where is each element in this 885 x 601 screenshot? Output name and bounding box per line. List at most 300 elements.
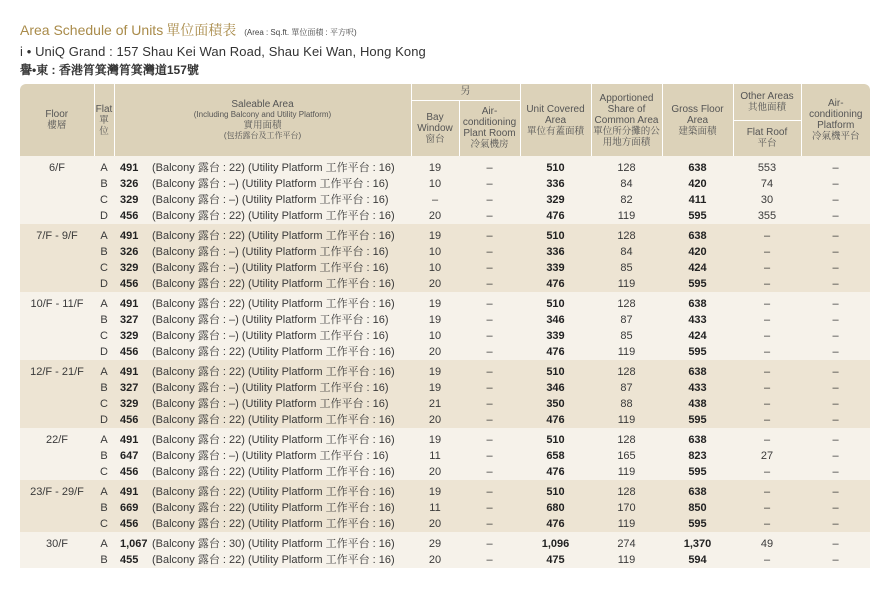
apportioned-share-cell: 119 (591, 516, 662, 532)
flat-roof-cell: – (733, 344, 801, 360)
col-gfa-zh: 建築面積 (678, 125, 717, 137)
apportioned-share-cell: 274 (591, 532, 662, 552)
saleable-area-cell (114, 276, 411, 292)
saleable-area-cell (114, 224, 411, 244)
unit-covered-area-cell: 476 (520, 412, 591, 428)
gross-floor-area-cell: 411 (662, 192, 733, 208)
apportioned-share-cell: 119 (591, 464, 662, 480)
flat-cell: A (94, 360, 114, 380)
bay-window-cell: 20 (411, 412, 459, 428)
flat-roof-cell: – (733, 312, 801, 328)
ac-plant-room-cell: – (459, 412, 520, 428)
flat-cell: A (94, 428, 114, 448)
saleable-area-cell (114, 328, 411, 344)
flat-cell: B (94, 500, 114, 516)
bay-window-cell: 19 (411, 480, 459, 500)
ac-plant-room-cell: – (459, 328, 520, 344)
saleable-area-detail: (Balcony 露台 : 22) (Utility Platform 工作平台 : 16) (152, 162, 395, 174)
bay-window-cell: 19 (411, 380, 459, 396)
gross-floor-area-cell: 420 (662, 244, 733, 260)
flat-cell: D (94, 344, 114, 360)
unit-covered-area-cell: 510 (520, 428, 591, 448)
saleable-area-value: 456 (120, 346, 139, 358)
ac-plant-room-cell: – (459, 244, 520, 260)
flat-cell: D (94, 208, 114, 224)
col-saleable-sub-zh: (包括露台及工作平台) (223, 131, 302, 140)
col-flat-roof (733, 120, 801, 156)
saleable-area-value: 491 (120, 230, 139, 242)
table-row (20, 380, 870, 396)
flat-roof-cell: 27 (733, 448, 801, 464)
address-zh: 譽•東 : 香港筲箕灣筲箕灣道157號 (20, 63, 199, 77)
ac-plant-room-cell: – (459, 532, 520, 552)
saleable-area-detail: (Balcony 露台 : –) (Utility Platform 工作平台 : 16) (152, 262, 389, 274)
ac-plant-room-cell: – (459, 516, 520, 532)
col-gross-floor-area (662, 84, 733, 156)
saleable-area-detail: (Balcony 露台 : 22) (Utility Platform 工作平台 : 16) (152, 230, 395, 242)
saleable-area-cell (114, 360, 411, 380)
bay-window-cell: 29 (411, 532, 459, 552)
table-row (20, 244, 870, 260)
bay-window-cell: 10 (411, 328, 459, 344)
gross-floor-area-cell: 595 (662, 412, 733, 428)
unit-covered-area-cell: 350 (520, 396, 591, 412)
saleable-area-cell (114, 380, 411, 396)
floor-cell: 23/F - 29/F (20, 480, 94, 532)
flat-roof-cell: – (733, 328, 801, 344)
flat-cell: B (94, 312, 114, 328)
col-saleable-zh: 實用面積 (243, 120, 282, 131)
gross-floor-area-cell: 594 (662, 552, 733, 568)
bay-window-cell: 20 (411, 552, 459, 568)
flat-roof-cell: – (733, 244, 801, 260)
flat-roof-cell: – (733, 396, 801, 412)
flat-roof-cell: – (733, 480, 801, 500)
col-ac-platform (801, 84, 870, 156)
ac-platform-cell: – (801, 412, 870, 428)
apportioned-share-cell: 128 (591, 292, 662, 312)
flat-cell: B (94, 176, 114, 192)
bay-window-cell: 20 (411, 516, 459, 532)
gross-floor-area-cell: 438 (662, 396, 733, 412)
floor-cell: 30/F (20, 532, 94, 568)
flat-roof-cell: – (733, 428, 801, 448)
col-flat (94, 84, 114, 156)
saleable-area-cell (114, 156, 411, 176)
saleable-area-value: 1,067 (120, 538, 148, 550)
ac-plant-room-cell: – (459, 380, 520, 396)
ac-plant-room-cell: – (459, 224, 520, 244)
apportioned-share-cell: 119 (591, 208, 662, 224)
bay-window-cell: – (411, 192, 459, 208)
floor-cell: 10/F - 11/F (20, 292, 94, 360)
flat-roof-cell: 30 (733, 192, 801, 208)
saleable-area-detail: (Balcony 露台 : 22) (Utility Platform 工作平台 : 16) (152, 502, 395, 514)
col-ac-plant-room (459, 100, 520, 156)
ac-plant-room-cell: – (459, 360, 520, 380)
apportioned-share-cell: 128 (591, 360, 662, 380)
ac-plant-room-cell: – (459, 500, 520, 516)
table-row (20, 344, 870, 360)
floor-cell: 7/F - 9/F (20, 224, 94, 292)
table-row (20, 192, 870, 208)
table-row (20, 224, 870, 244)
apportioned-share-cell: 165 (591, 448, 662, 464)
flat-roof-cell: – (733, 292, 801, 312)
col-other-areas-en: Other Areas (740, 90, 794, 102)
apportioned-share-cell: 128 (591, 428, 662, 448)
table-row (20, 156, 870, 176)
col-group-other: 另 (411, 84, 520, 100)
saleable-area-detail: (Balcony 露台 : 22) (Utility Platform 工作平台 : 16) (152, 278, 395, 290)
apportioned-share-cell: 119 (591, 552, 662, 568)
unit-covered-area-cell: 1,096 (520, 532, 591, 552)
unit-covered-area-cell: 339 (520, 328, 591, 344)
gross-floor-area-cell: 595 (662, 344, 733, 360)
table-row (20, 516, 870, 532)
col-appor-en: Apportioned Share of Common Area (594, 92, 659, 126)
ac-platform-cell: – (801, 260, 870, 276)
saleable-area-cell (114, 412, 411, 428)
table-header (20, 84, 870, 156)
area-schedule-table (20, 84, 870, 568)
ac-plant-room-cell: – (459, 260, 520, 276)
flat-roof-cell: – (733, 516, 801, 532)
col-unit-covered-area (520, 84, 591, 156)
ac-plant-room-cell: – (459, 208, 520, 224)
saleable-area-cell (114, 500, 411, 516)
flat-roof-cell: 355 (733, 208, 801, 224)
table-row (20, 260, 870, 276)
saleable-area-detail: (Balcony 露台 : 22) (Utility Platform 工作平台 : 16) (152, 486, 395, 498)
col-bay-en: Bay Window (417, 111, 453, 134)
col-ucov-zh: 單位有蓋面積 (526, 125, 584, 137)
apportioned-share-cell: 84 (591, 176, 662, 192)
gross-floor-area-cell: 638 (662, 480, 733, 500)
saleable-area-value: 491 (120, 366, 139, 378)
col-appor-zh: 單位所分攤的公用地方面積 (593, 125, 660, 148)
bay-window-cell: 20 (411, 464, 459, 480)
gross-floor-area-cell: 595 (662, 276, 733, 292)
gross-floor-area-cell: 638 (662, 156, 733, 176)
bay-window-cell: 19 (411, 312, 459, 328)
bay-window-cell: 11 (411, 500, 459, 516)
ac-platform-cell: – (801, 396, 870, 412)
bay-window-cell: 21 (411, 396, 459, 412)
floor-cell: 12/F - 21/F (20, 360, 94, 428)
ac-platform-cell: – (801, 380, 870, 396)
apportioned-share-cell: 119 (591, 276, 662, 292)
ac-plant-room-cell: – (459, 396, 520, 412)
apportioned-share-cell: 84 (591, 244, 662, 260)
col-saleable-en: Saleable Area (231, 99, 294, 110)
address-en: i • UniQ Grand : 157 Shau Kei Wan Road, Shau Kei Wan, Hong Kong (20, 44, 426, 59)
saleable-area-detail: (Balcony 露台 : 22) (Utility Platform 工作平台 : 16) (152, 366, 395, 378)
saleable-area-cell (114, 428, 411, 448)
apportioned-share-cell: 87 (591, 312, 662, 328)
ac-plant-room-cell: – (459, 192, 520, 208)
col-gfa-en: Gross Floor Area (671, 103, 724, 126)
gross-floor-area-cell: 638 (662, 360, 733, 380)
flat-cell: C (94, 192, 114, 208)
gross-floor-area-cell: 433 (662, 380, 733, 396)
flat-cell: D (94, 412, 114, 428)
unit-covered-area-cell: 336 (520, 244, 591, 260)
flat-cell: B (94, 448, 114, 464)
flat-cell: A (94, 224, 114, 244)
table-row (20, 552, 870, 568)
saleable-area-detail: (Balcony 露台 : 22) (Utility Platform 工作平台 : 16) (152, 414, 395, 426)
ac-platform-cell: – (801, 360, 870, 380)
saleable-area-cell (114, 260, 411, 276)
ac-platform-cell: – (801, 224, 870, 244)
unit-covered-area-cell: 510 (520, 156, 591, 176)
bay-window-cell: 19 (411, 224, 459, 244)
col-floor (20, 84, 94, 156)
table-row (20, 396, 870, 412)
ac-platform-cell: – (801, 464, 870, 480)
saleable-area-value: 456 (120, 414, 139, 426)
saleable-area-value: 329 (120, 194, 139, 206)
apportioned-share-cell: 128 (591, 224, 662, 244)
col-ac-platform-en: Air-conditioning Platform (809, 98, 863, 131)
gross-floor-area-cell: 638 (662, 224, 733, 244)
ac-platform-cell: – (801, 312, 870, 328)
apportioned-share-cell: 119 (591, 344, 662, 360)
saleable-area-value: 456 (120, 210, 139, 222)
ac-platform-cell: – (801, 156, 870, 176)
saleable-area-cell (114, 192, 411, 208)
table-row (20, 448, 870, 464)
col-flat-en: Flat (95, 103, 113, 115)
gross-floor-area-cell: 420 (662, 176, 733, 192)
saleable-area-value: 326 (120, 178, 139, 190)
col-floor-en: Floor (45, 109, 69, 120)
bay-window-cell: 19 (411, 292, 459, 312)
table-row (20, 500, 870, 516)
ac-platform-cell: – (801, 552, 870, 568)
saleable-area-detail: (Balcony 露台 : –) (Utility Platform 工作平台 : 16) (152, 330, 389, 342)
table-row (20, 360, 870, 380)
saleable-area-cell (114, 176, 411, 192)
unit-covered-area-cell: 476 (520, 464, 591, 480)
saleable-area-detail: (Balcony 露台 : –) (Utility Platform 工作平台 : 16) (152, 194, 389, 206)
saleable-area-cell (114, 480, 411, 500)
saleable-area-detail: (Balcony 露台 : –) (Utility Platform 工作平台 : 16) (152, 382, 389, 394)
ac-plant-room-cell: – (459, 176, 520, 192)
unit-covered-area-cell: 476 (520, 276, 591, 292)
saleable-area-value: 647 (120, 450, 139, 462)
bay-window-cell: 10 (411, 244, 459, 260)
apportioned-share-cell: 85 (591, 260, 662, 276)
unit-covered-area-cell: 510 (520, 480, 591, 500)
saleable-area-detail: (Balcony 露台 : 22) (Utility Platform 工作平台 : 16) (152, 434, 395, 446)
saleable-area-value: 491 (120, 486, 139, 498)
unit-covered-area-cell: 680 (520, 500, 591, 516)
saleable-area-value: 329 (120, 330, 139, 342)
apportioned-share-cell: 170 (591, 500, 662, 516)
saleable-area-detail: (Balcony 露台 : –) (Utility Platform 工作平台 : 16) (152, 398, 389, 410)
bay-window-cell: 10 (411, 176, 459, 192)
gross-floor-area-cell: 595 (662, 516, 733, 532)
col-saleable-area (114, 84, 411, 156)
unit-covered-area-cell: 336 (520, 176, 591, 192)
col-flat-zh: 單位 (99, 114, 109, 137)
flat-cell: B (94, 552, 114, 568)
saleable-area-detail: (Balcony 露台 : –) (Utility Platform 工作平台 : 16) (152, 450, 389, 462)
col-other-areas (733, 84, 801, 120)
flat-cell: B (94, 244, 114, 260)
table-row (20, 328, 870, 344)
ac-platform-cell: – (801, 428, 870, 448)
saleable-area-cell (114, 312, 411, 328)
flat-roof-cell: – (733, 260, 801, 276)
ac-plant-room-cell: – (459, 552, 520, 568)
saleable-area-cell (114, 208, 411, 224)
unit-covered-area-cell: 329 (520, 192, 591, 208)
saleable-area-detail: (Balcony 露台 : –) (Utility Platform 工作平台 : 16) (152, 178, 389, 190)
flat-cell: A (94, 156, 114, 176)
table-row (20, 208, 870, 224)
ac-platform-cell: – (801, 244, 870, 260)
table-body (20, 156, 870, 568)
ac-platform-cell: – (801, 192, 870, 208)
gross-floor-area-cell: 823 (662, 448, 733, 464)
table-row (20, 312, 870, 328)
col-ac-platform-zh: 冷氣機平台 (811, 131, 860, 142)
saleable-area-value: 491 (120, 298, 139, 310)
saleable-area-detail: (Balcony 露台 : 22) (Utility Platform 工作平台 : 16) (152, 210, 395, 222)
col-bay-window (411, 100, 459, 156)
gross-floor-area-cell: 424 (662, 260, 733, 276)
gross-floor-area-cell: 595 (662, 464, 733, 480)
saleable-area-cell (114, 448, 411, 464)
col-ucov-en: Unit Covered Area (526, 103, 585, 126)
bay-window-cell: 19 (411, 428, 459, 448)
gross-floor-area-cell: 595 (662, 208, 733, 224)
flat-roof-cell: – (733, 500, 801, 516)
apportioned-share-cell: 87 (591, 380, 662, 396)
flat-roof-cell: – (733, 552, 801, 568)
ac-platform-cell: – (801, 328, 870, 344)
flat-cell: C (94, 328, 114, 344)
title-en: Area Schedule of Units (20, 22, 164, 38)
floor-cell: 22/F (20, 428, 94, 480)
table-row (20, 276, 870, 292)
saleable-area-value: 669 (120, 502, 139, 514)
col-flat-roof-en: Flat Roof (746, 127, 788, 139)
saleable-area-cell (114, 552, 411, 568)
apportioned-share-cell: 88 (591, 396, 662, 412)
table-row (20, 412, 870, 428)
table-row (20, 292, 870, 312)
saleable-area-value: 491 (120, 434, 139, 446)
saleable-area-detail: (Balcony 露台 : 22) (Utility Platform 工作平台 : 16) (152, 554, 395, 566)
flat-roof-cell: – (733, 360, 801, 380)
ac-platform-cell: – (801, 208, 870, 224)
unit-covered-area-cell: 346 (520, 312, 591, 328)
ac-plant-room-cell: – (459, 448, 520, 464)
saleable-area-cell (114, 344, 411, 360)
flat-roof-cell: – (733, 464, 801, 480)
saleable-area-value: 329 (120, 262, 139, 274)
flat-cell: C (94, 396, 114, 412)
saleable-area-detail: (Balcony 露台 : 22) (Utility Platform 工作平台 : 16) (152, 466, 395, 478)
col-ac-plant-en: Air-conditioning Plant Room (462, 106, 517, 140)
ac-platform-cell: – (801, 532, 870, 552)
ac-platform-cell: – (801, 176, 870, 192)
ac-platform-cell: – (801, 448, 870, 464)
flat-cell: C (94, 260, 114, 276)
gross-floor-area-cell: 1,370 (662, 532, 733, 552)
unit-covered-area-cell: 346 (520, 380, 591, 396)
saleable-area-value: 456 (120, 466, 139, 478)
area-unit-note: (Area : Sq.ft. 單位面積 : 平方呎) (244, 28, 357, 37)
unit-covered-area-cell: 658 (520, 448, 591, 464)
table-row (20, 464, 870, 480)
ac-plant-room-cell: – (459, 344, 520, 360)
col-apportioned-share (591, 84, 662, 156)
bay-window-cell: 20 (411, 208, 459, 224)
flat-roof-cell: – (733, 380, 801, 396)
saleable-area-value: 456 (120, 278, 139, 290)
bay-window-cell: 20 (411, 344, 459, 360)
saleable-area-value: 327 (120, 314, 139, 326)
saleable-area-value: 326 (120, 246, 139, 258)
saleable-area-detail: (Balcony 露台 : 30) (Utility Platform 工作平台 : 16) (152, 538, 395, 550)
bay-window-cell: 19 (411, 156, 459, 176)
flat-cell: A (94, 292, 114, 312)
ac-plant-room-cell: – (459, 428, 520, 448)
flat-cell: A (94, 532, 114, 552)
ac-plant-room-cell: – (459, 312, 520, 328)
title-zh: 單位面積表 (166, 22, 237, 38)
ac-plant-room-cell: – (459, 156, 520, 176)
unit-covered-area-cell: 510 (520, 224, 591, 244)
table-row (20, 176, 870, 192)
flat-cell: D (94, 276, 114, 292)
saleable-area-detail: (Balcony 露台 : 22) (Utility Platform 工作平台 : 16) (152, 518, 395, 530)
unit-covered-area-cell: 339 (520, 260, 591, 276)
flat-cell: C (94, 464, 114, 480)
saleable-area-value: 491 (120, 162, 139, 174)
flat-cell: B (94, 380, 114, 396)
flat-cell: A (94, 480, 114, 500)
apportioned-share-cell: 119 (591, 412, 662, 428)
col-bay-zh: 窗台 (425, 133, 445, 145)
ac-platform-cell: – (801, 344, 870, 360)
saleable-area-cell (114, 532, 411, 552)
saleable-area-cell (114, 464, 411, 480)
floor-cell: 6/F (20, 156, 94, 224)
saleable-area-value: 456 (120, 518, 139, 530)
flat-roof-cell: 74 (733, 176, 801, 192)
flat-roof-cell: 49 (733, 532, 801, 552)
ac-platform-cell: – (801, 292, 870, 312)
saleable-area-cell (114, 244, 411, 260)
bay-window-cell: 11 (411, 448, 459, 464)
unit-covered-area-cell: 476 (520, 208, 591, 224)
document-header (20, 20, 880, 78)
title-line (20, 20, 880, 40)
table-row (20, 480, 870, 500)
bay-window-cell: 10 (411, 260, 459, 276)
saleable-area-detail: (Balcony 露台 : –) (Utility Platform 工作平台 : 16) (152, 314, 389, 326)
ac-plant-room-cell: – (459, 464, 520, 480)
gross-floor-area-cell: 850 (662, 500, 733, 516)
gross-floor-area-cell: 638 (662, 428, 733, 448)
unit-covered-area-cell: 510 (520, 360, 591, 380)
